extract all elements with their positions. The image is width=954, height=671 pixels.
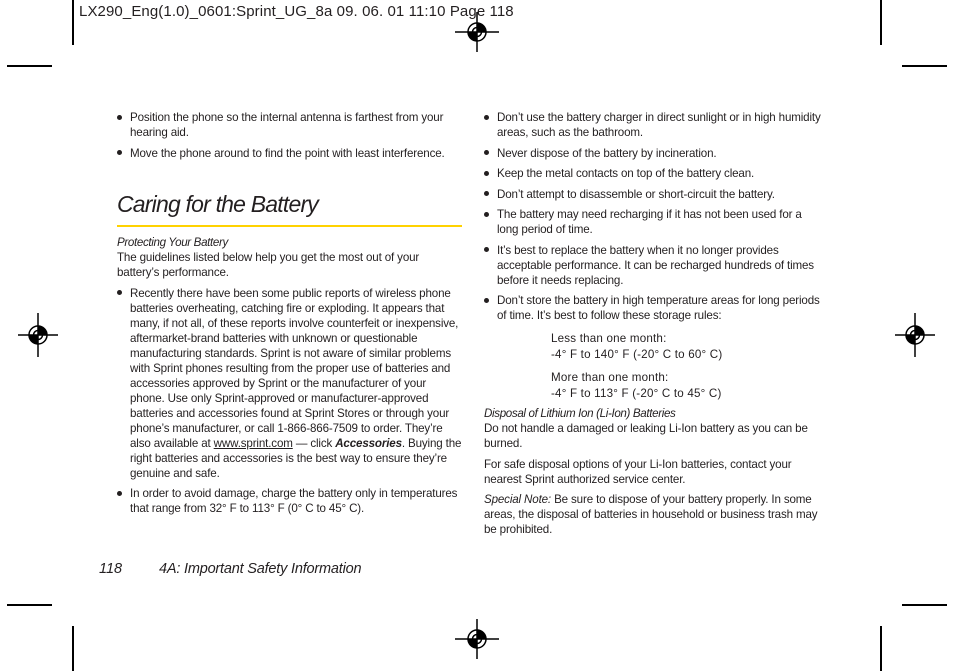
print-slug: LX290_Eng(1.0)_0601:Sprint_UG_8a 09. 06. 01 11:10 Page 118 [79, 3, 514, 20]
bullet-icon [484, 171, 489, 176]
battery-bullet-list [484, 110, 824, 323]
accessories-label: Accessories [335, 436, 402, 450]
bullet-icon [484, 191, 489, 196]
subhead-disposal: Disposal of Lithium Ion (Li-Ion) Batteries [484, 407, 676, 420]
crop-mark [72, 0, 74, 45]
bullet-icon [484, 115, 489, 120]
bullet-icon [484, 298, 489, 303]
storage-rules [551, 331, 811, 402]
registration-mark-icon [893, 313, 937, 357]
crop-mark [7, 65, 52, 67]
bullet-icon [117, 491, 122, 496]
crop-mark [7, 604, 52, 606]
bullet-icon [117, 290, 122, 295]
list-item: Never dispose of the battery by incineration. [484, 146, 824, 161]
list-item: Don’t store the battery in high temperature areas for long periods of time. It’s best to follow these storage rules: [484, 293, 824, 323]
bullet-icon [117, 115, 122, 120]
list-item: Move the phone around to find the point with least interference. [117, 146, 462, 161]
list-item: The battery may need recharging if it has not been used for a long period of time. [484, 207, 824, 237]
crop-mark [880, 0, 882, 45]
protect-bullet-list [117, 286, 462, 517]
special-note: Special Note: Be sure to dispose of your battery properly. In some areas, the disposal of batteries in household or business trash may be prohibited. [484, 492, 818, 536]
registration-mark-icon [455, 617, 499, 661]
title-rule [117, 225, 462, 227]
list-item: It’s best to replace the battery when it no longer provides acceptable performance. It can be recharged hundreds of times before it needs replacing. [484, 243, 824, 288]
list-item: Don’t attempt to disassemble or short-circuit the battery. [484, 187, 824, 202]
section-title: Caring for the Battery [117, 191, 319, 217]
disposal-section [484, 406, 824, 537]
list-item: Don’t use the battery charger in direct sunlight or in high humidity areas, such as the bathroom. [484, 110, 824, 140]
bullet-icon [117, 150, 122, 155]
list-item: Keep the metal contacts on top of the battery clean. [484, 166, 824, 181]
sprint-link[interactable]: www.sprint.com [213, 436, 293, 450]
crop-mark [72, 626, 74, 671]
special-note-label: Special Note: [484, 492, 552, 506]
bullet-icon [484, 247, 489, 252]
left-column-main [117, 235, 462, 522]
list-item: Recently there have been some public reports of wireless phone batteries overheating, catching fire or exploding. It appears that many, if not all, of these reports involve counterfeit or inexpensive, aftermarket-brand batteries with unknown or questionable manufacturing standards. Sprint is not aware of similar problems with Sprint phones resulting from the proper use of batteries and accessories approved by Sprint or the manufacturer of your phone. Use only Sprint-approved or manufacturer-approved batteries and accessories found at Sprint Stores or through your phone’s manufacturer, or call 1-866-866-7509 to order. They’re also available at www.sprint.com — click Accessories. Buying the right batteries and accessories is the best way to ensure they’re genuine and safe. [117, 286, 462, 481]
storage-more-range: -4° F to 113° F (-20° C to 45° C) [551, 387, 722, 400]
section-footer: 4A: Important Safety Information [159, 561, 362, 577]
subhead-protecting: Protecting Your Battery [117, 236, 228, 249]
bullet-icon [484, 212, 489, 217]
storage-less-range: -4° F to 140° F (-20° C to 60° C) [551, 348, 723, 361]
storage-less-label: Less than one month: [551, 332, 667, 345]
storage-more-label: More than one month: [551, 371, 669, 384]
intro-bullet-list [117, 110, 462, 161]
right-column [484, 110, 824, 329]
registration-mark-icon [16, 313, 60, 357]
crop-mark [902, 65, 947, 67]
list-item: In order to avoid damage, charge the battery only in temperatures that range from 32° F to 113° F (0° C to 45° C). [117, 486, 462, 516]
bullet-icon [484, 150, 489, 155]
list-item: Position the phone so the internal antenna is farthest from your hearing aid. [117, 110, 462, 140]
crop-mark [880, 626, 882, 671]
disposal-paragraph: For safe disposal options of your Li-Ion batteries, contact your nearest Sprint authorized service center. [484, 457, 792, 486]
disposal-paragraph: Do not handle a damaged or leaking Li-Ion battery as you can be burned. [484, 422, 808, 450]
intro-paragraph: The guidelines listed below help you get the most out of your battery’s performance. [117, 251, 420, 279]
registration-mark-icon [455, 10, 499, 54]
left-column [117, 110, 462, 166]
page-number: 118 [99, 561, 123, 577]
crop-mark [902, 604, 947, 606]
